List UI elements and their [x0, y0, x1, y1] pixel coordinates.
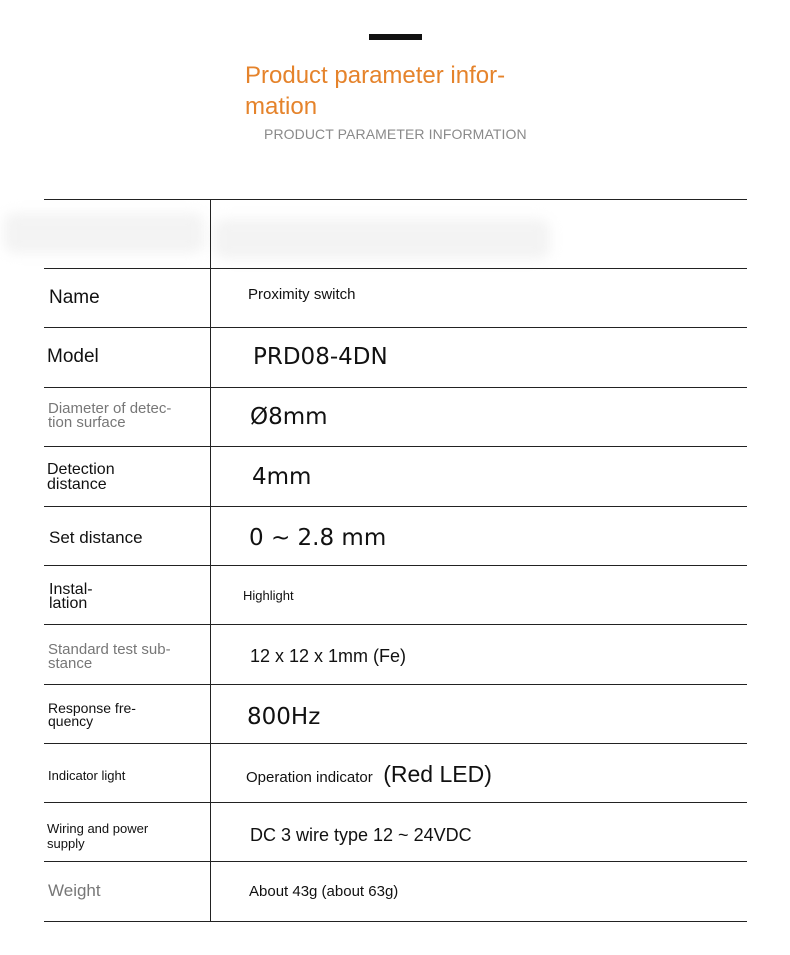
value-wiring-power-supply: DC 3 wire type 12 ~ 24VDC: [250, 825, 472, 845]
page-title: Product parameter infor- mation: [245, 62, 506, 120]
value-standard-test-substance: 12 x 12 x 1mm (Fe): [250, 646, 407, 666]
value-diameter: Ø8mm: [250, 404, 328, 430]
value-weight: About 43g (about 63g): [249, 883, 399, 900]
label-weight: Weight: [48, 881, 101, 900]
value-indicator-light-part2: (Red LED): [383, 761, 492, 787]
header-row-blur-left: [4, 213, 204, 253]
label-name: Name: [49, 287, 100, 308]
value-model: PRD08-4DN: [253, 344, 388, 370]
parameter-table: [44, 199, 747, 922]
label-detection-distance: Detection distance: [47, 461, 115, 493]
value-indicator-light-part1: Operation indicator: [246, 769, 373, 786]
header-row-blur-right: [214, 219, 550, 259]
label-response-frequency: Response fre- quency: [48, 700, 136, 729]
value-set-distance: 0 ~ 2.8 mm: [249, 525, 387, 551]
label-wiring-power-supply: Wiring and power supply: [47, 821, 149, 851]
value-name: Proximity switch: [248, 286, 356, 303]
page-subtitle: PRODUCT PARAMETER INFORMATION: [264, 126, 527, 142]
label-diameter: Diameter of detec- tion surface: [48, 400, 172, 431]
header-accent-bar: [369, 34, 422, 40]
label-model: Model: [47, 346, 99, 367]
label-installation: Instal- lation: [49, 581, 93, 612]
value-indicator-light: [246, 761, 492, 788]
label-set-distance: Set distance: [49, 528, 143, 547]
label-indicator-light: Indicator light: [48, 768, 126, 783]
value-response-frequency: 800Hz: [247, 704, 321, 730]
column-divider: [210, 199, 211, 922]
value-detection-distance: 4mm: [252, 464, 312, 490]
label-standard-test-substance: Standard test sub- stance: [48, 641, 171, 672]
value-installation: Highlight: [243, 588, 294, 603]
